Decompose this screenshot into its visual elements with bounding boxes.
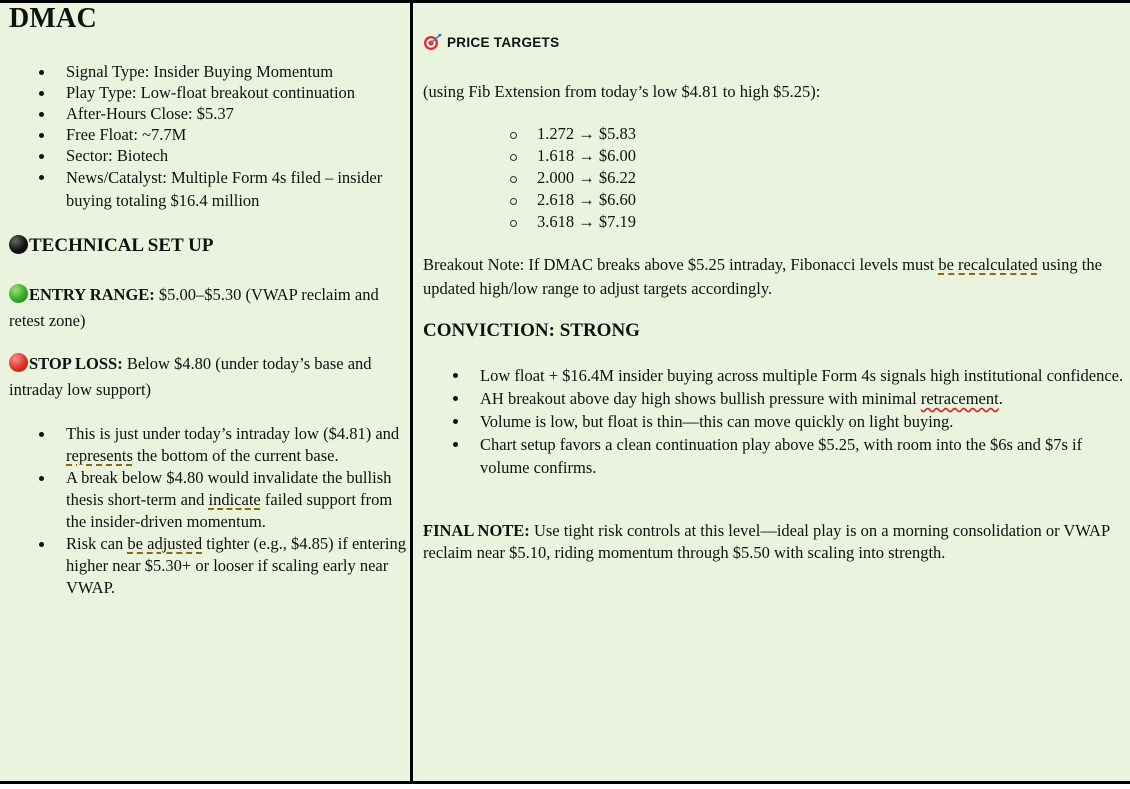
conviction-item-2c: .: [998, 389, 1003, 408]
stop-loss: [9, 351, 405, 403]
grammar-flag: be recalculated: [938, 255, 1038, 274]
conviction-heading: CONVICTION: STRONG: [423, 320, 640, 341]
stop-note-3c: tighter (e.g., $4.85) if entering higher near $5.30+ or looser if scaling early near VWAP.: [66, 534, 407, 597]
fib-level: 1.618 → $6.00: [508, 145, 636, 167]
conviction-item-2a: AH breakout above day high shows bullish pressure with minimal: [480, 389, 921, 408]
breakout-note-c: using the updated high/low range to adjust targets accordingly.: [423, 255, 1102, 298]
ticker-title: DMAC: [9, 3, 97, 34]
spelling-flag: retracement: [920, 389, 999, 408]
fib-intro: (using Fib Extension from today’s low $4.81 to high $5.25):: [423, 82, 821, 101]
conviction-item: Low float + $16.4M insider buying across multiple Form 4s signals high institutional confidence.: [423, 364, 1130, 387]
technical-heading-text: TECHNICAL SET UP: [29, 235, 214, 256]
black-circle-icon: [9, 235, 28, 254]
final-note-text: Use tight risk controls at this level—ideal play is on a morning consolidation or VWAP reclaim near $5.10, riding momentum through $5.50 with scaling into strength.: [423, 521, 1110, 562]
target-dart-icon: [423, 33, 443, 51]
fib-level: 2.618 → $6.60: [508, 189, 636, 211]
stop-label: STOP LOSS:: [29, 354, 123, 373]
grammar-flag: represents: [66, 446, 133, 465]
red-circle-icon: [9, 353, 28, 372]
conviction-item: Volume is low, but float is thin—this can move quickly on light buying.: [423, 410, 1130, 433]
breakout-note: [423, 253, 1130, 301]
stop-note: [9, 533, 409, 599]
breakout-note-a: Breakout Note: If DMAC breaks above $5.25 intraday, Fibonacci levels must: [423, 255, 939, 274]
fib-level: 1.272 → $5.83: [508, 123, 636, 145]
summary-list: [9, 61, 409, 212]
fib-levels-list: [508, 123, 636, 233]
stop-note-2c: failed support from the insider-driven momentum.: [66, 490, 393, 531]
summary-item: Signal Type: Insider Buying Momentum: [9, 61, 409, 82]
technical-heading: [9, 235, 213, 257]
column-divider: [410, 3, 413, 781]
conviction-item: Chart setup favors a clean continuation play above $5.25, with room into the $6s and $7s if volume confirms.: [423, 433, 1130, 479]
entry-text: $5.00–$5.30 (VWAP reclaim and retest zone): [9, 285, 379, 330]
stop-note: [9, 423, 409, 467]
fib-level: 2.000 → $6.22: [508, 167, 636, 189]
stop-note-1c: the bottom of the current base.: [132, 446, 339, 465]
summary-item: Sector: Biotech: [9, 145, 409, 166]
fib-level: 3.618 → $7.19: [508, 211, 636, 233]
final-note-label: FINAL NOTE:: [423, 521, 530, 540]
grammar-flag: indicate: [208, 490, 261, 509]
stop-text: Below $4.80 (under today’s base and intraday low support): [9, 354, 372, 399]
green-circle-icon: [9, 284, 28, 303]
conviction-list: [423, 364, 1130, 479]
conviction-item: [423, 387, 1130, 410]
price-targets-heading-text: PRICE TARGETS: [447, 35, 560, 50]
summary-item: Play Type: Low-float breakout continuation: [9, 82, 409, 103]
entry-range: [9, 282, 405, 334]
summary-item: After-Hours Close: $5.37: [9, 103, 409, 124]
price-targets-heading: [423, 33, 559, 51]
entry-label: ENTRY RANGE:: [29, 285, 155, 304]
stop-note-1a: This is just under today’s intraday low ($4.81) and: [66, 424, 400, 443]
grammar-flag: be adjusted: [127, 534, 203, 553]
stop-note-2a: A break below $4.80 would invalidate the bullish thesis short-term and: [66, 468, 392, 509]
stop-note-3a: Risk can: [66, 534, 128, 553]
stop-notes-list: [9, 423, 409, 599]
stop-note: [9, 467, 409, 533]
summary-item: News/Catalyst: Multiple Form 4s filed – insider buying totaling $16.4 million: [9, 166, 409, 212]
summary-item: Free Float: ~7.7M: [9, 124, 409, 145]
final-note: [423, 520, 1123, 564]
